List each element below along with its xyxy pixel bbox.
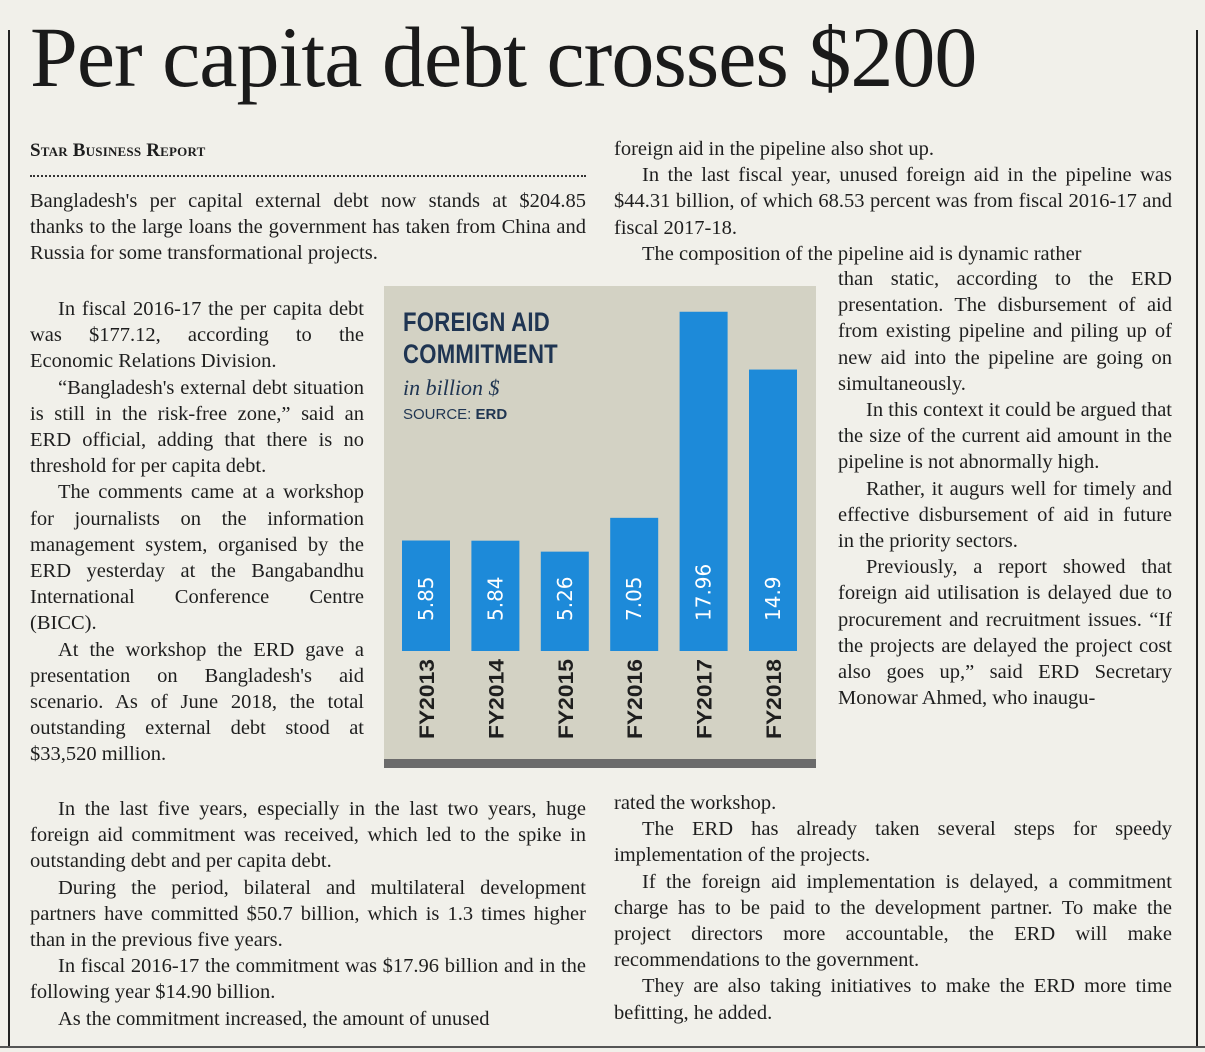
byline: Star Business Report bbox=[30, 140, 206, 161]
byline-dotted-divider bbox=[30, 175, 586, 177]
category-label: FY2014 bbox=[485, 665, 509, 739]
paragraph: In fiscal 2016-17 the per capita debt was $177.12, according to the Economic Relations Division. bbox=[30, 298, 364, 373]
lead-paragraph-column bbox=[30, 188, 586, 267]
paragraph: If the foreign aid implementation is delayed, a commitment charge has to be paid to the development partner. To make the project directors more accountable, the ERD will make recommendations to the government. bbox=[614, 870, 1172, 972]
category-label: FY2015 bbox=[554, 665, 578, 739]
left-narrow-column bbox=[30, 296, 364, 768]
paragraph: In the last five years, especially in the last two years, huge foreign aid commitment was received, which led to the spike in outstanding debt and per capita debt. bbox=[30, 798, 586, 873]
paragraph: In the last fiscal year, unused foreign aid in the pipeline was $44.31 billion, of which 68.53 percent was from fiscal 2016-17 and fiscal 2017-18. bbox=[614, 164, 1172, 239]
paragraph: rated the workshop. bbox=[614, 792, 777, 814]
paragraph: The ERD has already taken several steps for speedy implementation of the projects. bbox=[614, 818, 1172, 867]
paragraph: Rather, it augurs well for timely and effective disbursement of aid in future in the priority sectors. bbox=[838, 477, 1172, 553]
chart-unit-label: in billion $ bbox=[403, 375, 500, 400]
right-border-rule bbox=[1196, 30, 1198, 1046]
paragraph: As the commitment increased, the amount of unused bbox=[58, 1007, 490, 1030]
bar-chart bbox=[384, 286, 816, 768]
paragraph: In fiscal 2016-17 the commitment was $17.96 billion and in the following year $14.90 billion. bbox=[30, 955, 586, 1004]
chart-source-name: ERD bbox=[475, 406, 508, 423]
category-label: FY2016 bbox=[624, 665, 648, 739]
left-border-rule bbox=[8, 30, 10, 1046]
paragraph: “Bangladesh's external debt situation is still in the risk-free zone,” said an ERD official, adding that there is no threshold for per capita debt. bbox=[30, 376, 364, 478]
bottom-border-rule bbox=[0, 1046, 1205, 1048]
category-label: FY2013 bbox=[416, 665, 439, 739]
paragraph: than static, according to the ERD presentation. The disbursement of aid from existing pipeline and piling up of new aid into the pipeline are going on simultaneously. bbox=[838, 268, 1172, 395]
paragraph: The composition of the pipeline aid is dynamic rather bbox=[642, 242, 1082, 265]
right-bottom-column bbox=[614, 790, 1172, 1026]
paragraph: foreign aid in the pipeline also shot up. bbox=[614, 138, 934, 160]
paragraph: At the workshop the ERD gave a presentation on Bangladesh's aid scenario. As of June 2018, the total outstanding external debt stood at $33,520 million. bbox=[30, 638, 364, 766]
bar-value-label: 7.05 bbox=[622, 576, 647, 621]
chart-source-label: SOURCE: bbox=[403, 406, 472, 423]
bar-value-label: 14.9 bbox=[761, 576, 785, 621]
bar-value-label: 5.85 bbox=[414, 576, 438, 621]
chart-title-line: FOREIGN AID bbox=[403, 307, 551, 337]
paragraph: Previously, a report showed that foreign aid utilisation is delayed due to procurement and recruitment issues. “If the projects are delayed the project cost also goes up,” said ERD Secretary Monowar Ahmed, who inaugu- bbox=[838, 556, 1172, 710]
bar-value-label: 5.84 bbox=[483, 576, 508, 621]
category-label: FY2017 bbox=[693, 665, 717, 739]
paragraph: Bangladesh's per capital external debt now stands at $204.85 thanks to the large loans the government has taken from China and Russia for some transformational projects. bbox=[30, 190, 586, 265]
paragraph: The comments came at a workshop for journalists on the information management system, organised by the ERD yesterday at the Bangabandhu International Conference Centre (BICC). bbox=[30, 481, 364, 635]
category-label: FY2018 bbox=[763, 665, 786, 739]
left-bottom-column bbox=[30, 796, 586, 1032]
chart-title-line: COMMITMENT bbox=[403, 339, 558, 369]
paragraph: During the period, bilateral and multilateral development partners have committed $50.7 billion, which is 1.3 times higher than in the previous five years. bbox=[30, 876, 586, 952]
bar-value-label: 17.96 bbox=[691, 563, 716, 621]
right-narrow-column bbox=[838, 266, 1172, 711]
bar-value-label: 5.26 bbox=[552, 576, 577, 621]
paragraph: In this context it could be argued that the size of the current aid amount in the pipeline is not abnormally high. bbox=[838, 399, 1172, 474]
headline: Per capita debt crosses $200 bbox=[30, 9, 977, 105]
paragraph: They are also taking initiatives to make the ERD more time befitting, he added. bbox=[614, 975, 1172, 1024]
right-top-column bbox=[614, 136, 1172, 267]
